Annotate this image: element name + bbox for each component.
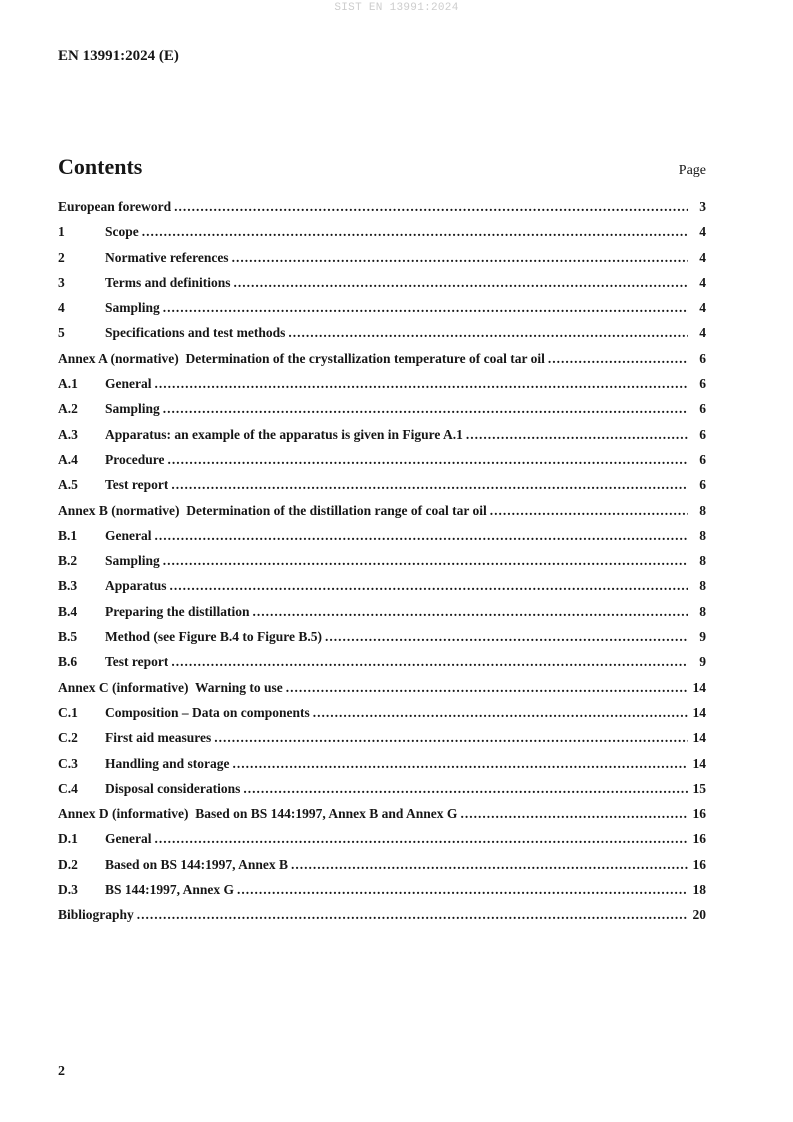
toc-entry-label: Disposal considerations: [105, 780, 241, 796]
toc-entry[interactable]: [58, 604, 706, 629]
toc-entry-page: 8: [699, 603, 706, 619]
toc-leader-dots: [234, 275, 688, 291]
toc-entry-label: Annex D (informative) Based on BS 144:1997, Annex B and Annex G: [58, 806, 458, 822]
toc-entry[interactable]: [58, 907, 706, 932]
toc-entry[interactable]: [58, 351, 706, 376]
toc-leader-dots: [232, 250, 688, 266]
toc-entry-page: 14: [692, 679, 706, 695]
toc-leader-dots: [163, 401, 688, 417]
toc-entry-page: 9: [699, 629, 706, 645]
toc-leader-dots: [155, 528, 689, 544]
toc-leader-dots: [167, 452, 688, 468]
toc-entry-label: Specifications and test methods: [105, 325, 286, 341]
toc-entry-number: B.3: [58, 578, 78, 594]
toc-entry[interactable]: [58, 477, 706, 502]
toc-entry-page: 4: [699, 274, 706, 290]
toc-entry-label: First aid measures: [105, 730, 212, 746]
toc-entry[interactable]: [58, 325, 706, 350]
toc-entry[interactable]: [58, 503, 706, 528]
toc-entry[interactable]: [58, 224, 706, 249]
toc-entry-label: Annex B (normative) Determination of the distillation range of coal tar oil: [58, 502, 487, 518]
toc-entry-label: Terms and definitions: [105, 274, 231, 290]
toc-entry-page: 4: [699, 300, 706, 316]
toc-entry-label: Sampling: [105, 553, 160, 569]
toc-entry[interactable]: [58, 300, 706, 325]
toc-leader-dots: [171, 477, 688, 493]
toc-entry-label: Procedure: [105, 451, 165, 467]
toc-leader-dots: [137, 907, 688, 923]
toc-entry-number: D.3: [58, 882, 78, 898]
toc-entry-page: 20: [692, 907, 706, 923]
toc-leader-dots: [163, 553, 688, 569]
toc-entry-page: 8: [699, 553, 706, 569]
toc-entry-number: A.1: [58, 376, 78, 392]
toc-entry-page: 16: [692, 831, 706, 847]
toc-entry[interactable]: [58, 427, 706, 452]
toc-entry-label: Sampling: [105, 300, 160, 316]
toc-entry-number: 3: [58, 274, 65, 290]
toc-entry-page: 18: [692, 882, 706, 898]
toc-entry-number: 2: [58, 249, 65, 265]
toc-entry-number: B.1: [58, 527, 78, 543]
toc-entry-label: Test report: [105, 654, 169, 670]
toc-leader-dots: [174, 199, 688, 215]
toc-entry-page: 4: [699, 249, 706, 265]
toc-entry[interactable]: [58, 680, 706, 705]
toc-entry[interactable]: [58, 199, 706, 224]
toc-entry-page: 14: [692, 755, 706, 771]
toc-entry-number: B.2: [58, 553, 78, 569]
toc-entry-label: General: [105, 527, 152, 543]
toc-entry[interactable]: [58, 654, 706, 679]
toc-entry-page: 8: [699, 578, 706, 594]
toc-entry-number: B.6: [58, 654, 78, 670]
toc-leader-dots: [253, 604, 688, 620]
toc-leader-dots: [548, 351, 688, 367]
toc-leader-dots: [243, 781, 688, 797]
contents-header: [58, 154, 706, 180]
toc-entry-page: 6: [699, 451, 706, 467]
toc-entry-number: A.3: [58, 426, 78, 442]
toc-entry-page: 6: [699, 350, 706, 366]
toc-entry-page: 6: [699, 376, 706, 392]
toc-entry-label: General: [105, 376, 152, 392]
toc-entry-label: Based on BS 144:1997, Annex B: [105, 856, 289, 872]
toc-entry[interactable]: [58, 730, 706, 755]
toc-entry-number: D.1: [58, 831, 78, 847]
toc-entry-page: 9: [699, 654, 706, 670]
toc-leader-dots: [155, 376, 689, 392]
toc-entry[interactable]: [58, 882, 706, 907]
toc-entry-label: BS 144:1997, Annex G: [105, 882, 235, 898]
toc-entry-number: C.3: [58, 755, 78, 771]
toc-entry-page: 16: [692, 806, 706, 822]
toc-entry-page: 15: [692, 780, 706, 796]
footer-page-number: 2: [58, 1064, 65, 1079]
toc-entry-label: Normative references: [105, 249, 229, 265]
toc-entry-label: European foreword: [58, 199, 172, 214]
toc-entry-page: 6: [699, 401, 706, 417]
toc-entry-label: Scope: [105, 224, 139, 240]
toc-entry-number: A.2: [58, 401, 78, 417]
toc-entry-number: C.4: [58, 780, 78, 796]
toc-entry-label: Method (see Figure B.4 to Figure B.5): [105, 629, 322, 645]
toc-entry-number: A.4: [58, 451, 78, 467]
table-of-contents: [58, 199, 706, 933]
toc-leader-dots: [325, 629, 688, 645]
toc-entry-page: 16: [692, 856, 706, 872]
toc-entry[interactable]: [58, 275, 706, 300]
toc-entry[interactable]: [58, 250, 706, 275]
toc-entry-page: 6: [699, 477, 706, 493]
toc-entry-number: B.5: [58, 629, 78, 645]
toc-entry[interactable]: [58, 756, 706, 781]
toc-entry-label: Bibliography: [58, 907, 134, 923]
toc-entry[interactable]: [58, 806, 706, 831]
toc-entry[interactable]: [58, 401, 706, 426]
toc-entry-page: 3: [699, 199, 706, 214]
toc-entry-label: Apparatus: an example of the apparatus is given in Figure A.1: [105, 426, 463, 442]
toc-leader-dots: [286, 680, 688, 696]
toc-entry-page: 14: [692, 704, 706, 720]
toc-leader-dots: [466, 427, 688, 443]
toc-leader-dots: [460, 806, 688, 822]
contents-title: Contents: [58, 154, 143, 179]
toc-entry-label: Apparatus: [105, 578, 167, 594]
toc-entry-number: 5: [58, 325, 65, 341]
toc-leader-dots: [490, 503, 688, 519]
toc-entry-label: Annex A (normative) Determination of the crystallization temperature of coal tar oil: [58, 350, 545, 366]
toc-entry-label: General: [105, 831, 152, 847]
toc-entry[interactable]: [58, 781, 706, 806]
toc-leader-dots: [142, 224, 688, 240]
toc-leader-dots: [291, 857, 688, 873]
toc-leader-dots: [313, 705, 688, 721]
toc-entry-number: A.5: [58, 477, 78, 493]
toc-entry[interactable]: [58, 857, 706, 882]
toc-entry-number: C.2: [58, 730, 78, 746]
toc-entry-label: Preparing the distillation: [105, 603, 250, 619]
toc-entry[interactable]: [58, 452, 706, 477]
toc-entry[interactable]: [58, 629, 706, 654]
toc-entry-number: 1: [58, 224, 65, 240]
page-column-label: Page: [678, 163, 706, 178]
toc-leader-dots: [170, 578, 688, 594]
toc-leader-dots: [163, 300, 688, 316]
toc-entry-number: B.4: [58, 603, 78, 619]
toc-leader-dots: [214, 730, 688, 746]
toc-entry-label: Annex C (informative) Warning to use: [58, 679, 283, 695]
toc-entry[interactable]: [58, 831, 706, 856]
toc-entry-number: 4: [58, 300, 65, 316]
document-reference: EN 13991:2024 (E): [58, 48, 179, 64]
toc-leader-dots: [233, 756, 688, 772]
toc-entry-page: 4: [699, 224, 706, 240]
toc-entry[interactable]: [58, 705, 706, 730]
toc-entry-page: 8: [699, 502, 706, 518]
toc-entry[interactable]: [58, 578, 706, 603]
toc-leader-dots: [155, 831, 689, 847]
toc-leader-dots: [237, 882, 688, 898]
watermark-text: SIST EN 13991:2024: [334, 2, 459, 14]
toc-entry-page: 6: [699, 426, 706, 442]
toc-entry-label: Composition – Data on components: [105, 704, 310, 720]
toc-entry-page: 14: [692, 730, 706, 746]
toc-entry-page: 8: [699, 527, 706, 543]
toc-entry[interactable]: [58, 376, 706, 401]
toc-entry-number: C.1: [58, 704, 78, 720]
toc-entry-label: Handling and storage: [105, 755, 230, 771]
toc-entry[interactable]: [58, 553, 706, 578]
toc-leader-dots: [171, 654, 688, 670]
toc-entry[interactable]: [58, 528, 706, 553]
toc-leader-dots: [288, 325, 688, 341]
toc-entry-label: Test report: [105, 477, 169, 493]
toc-entry-label: Sampling: [105, 401, 160, 417]
toc-entry-page: 4: [699, 325, 706, 341]
toc-entry-number: D.2: [58, 856, 78, 872]
